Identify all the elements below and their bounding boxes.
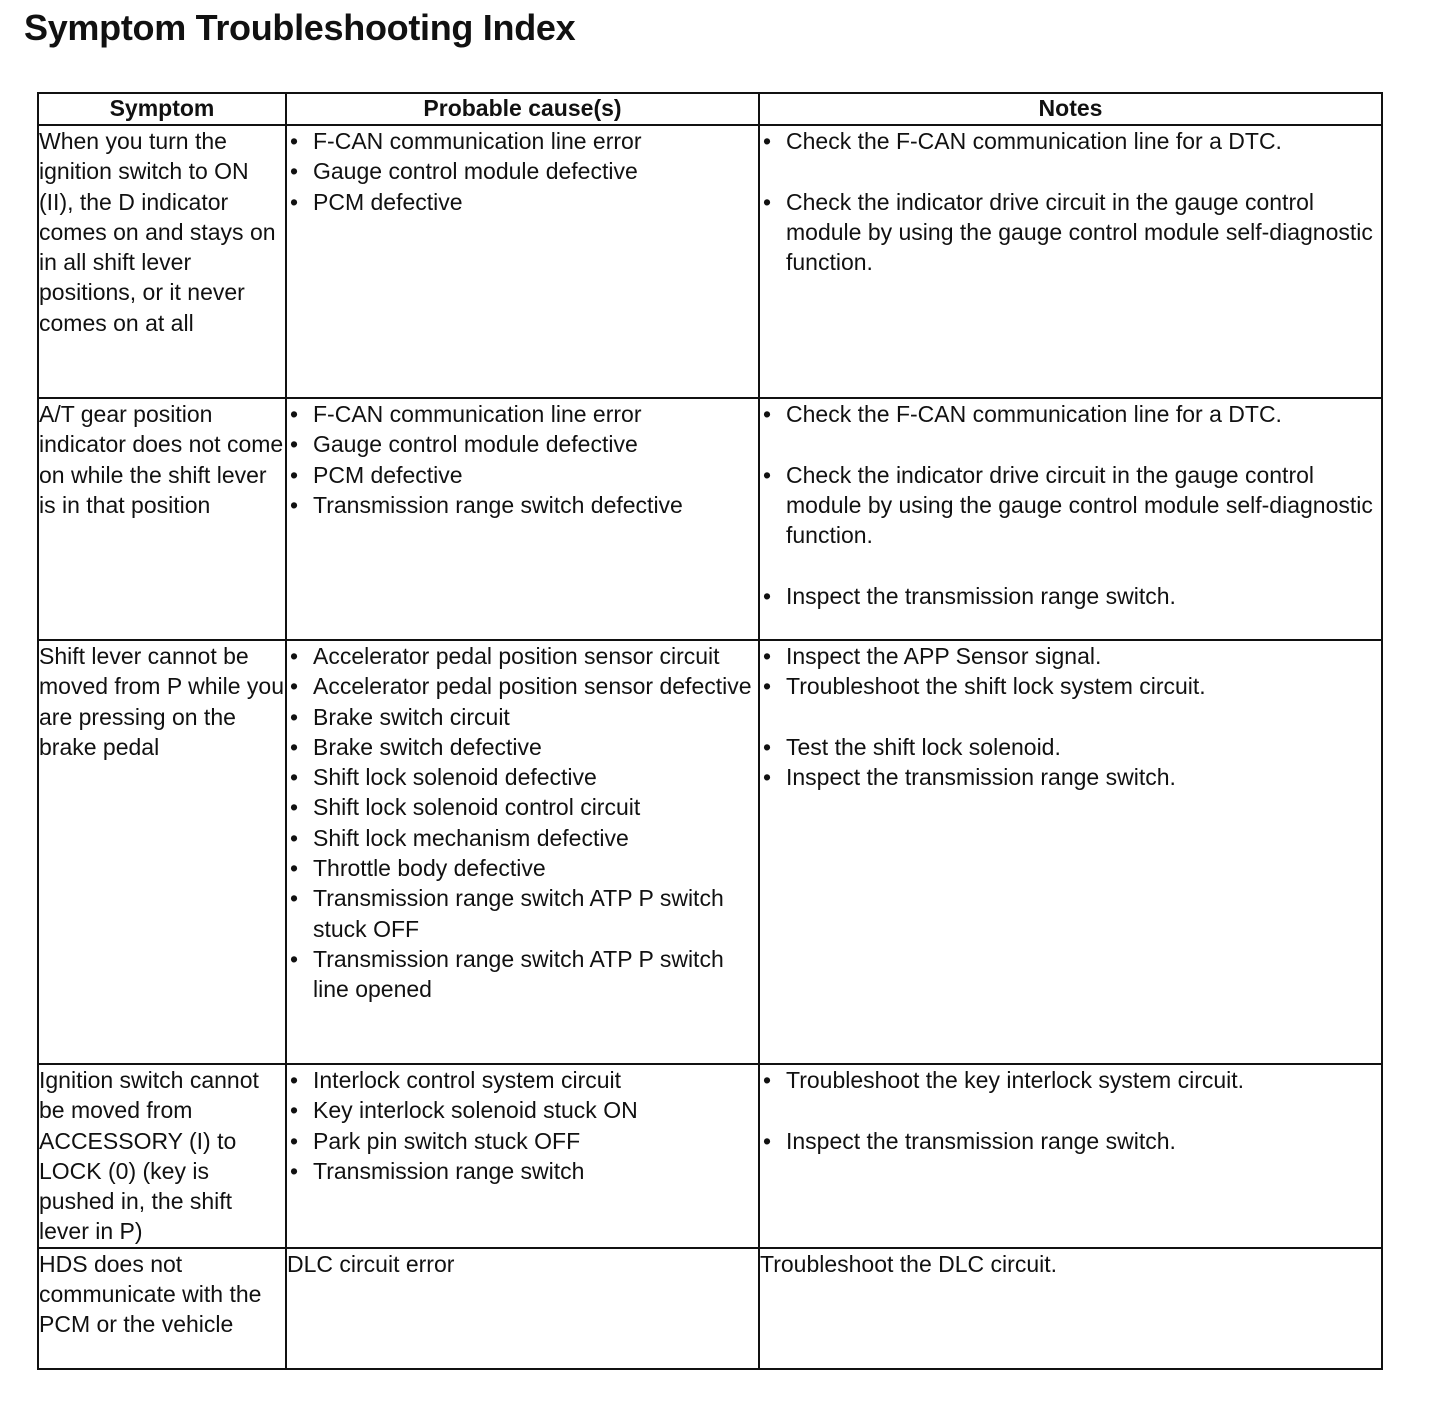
cause-item: • Gauge control module defective <box>287 429 758 459</box>
table-row <box>38 640 1382 1064</box>
notes-list <box>760 399 1381 611</box>
note-item: • Troubleshoot the shift lock system circuit. <box>760 671 1381 701</box>
note-item: • Check the indicator drive circuit in the gauge control module by using the gauge control module self-diagnostic function. <box>760 187 1381 278</box>
note-item: • Check the indicator drive circuit in the gauge control module by using the gauge control module self-diagnostic function. <box>760 460 1381 551</box>
cause-item: • Accelerator pedal position sensor circuit <box>287 641 758 671</box>
symptom-cell: When you turn the ignition switch to ON (II), the D indicator comes on and stays on in all shift lever positions, or it never comes on at all <box>38 125 286 398</box>
note-item: • Inspect the transmission range switch. <box>760 1126 1381 1156</box>
causes-list <box>287 399 758 520</box>
cause-text: DLC circuit error <box>287 1250 455 1277</box>
table-row <box>38 1064 1382 1248</box>
notes-list <box>760 1065 1381 1156</box>
table-row <box>38 1248 1382 1369</box>
causes-cell <box>286 398 759 640</box>
cause-item: • Transmission range switch ATP P switch line opened <box>287 944 758 1005</box>
column-header-notes: Notes <box>759 93 1382 125</box>
notes-cell <box>759 1248 1382 1369</box>
table-header-row <box>38 93 1382 125</box>
cause-item: • Shift lock mechanism defective <box>287 823 758 853</box>
note-item: • Inspect the transmission range switch. <box>760 581 1381 611</box>
notes-cell <box>759 1064 1382 1248</box>
cause-item: • Interlock control system circuit <box>287 1065 758 1095</box>
note-item: • Check the F-CAN communication line for a DTC. <box>760 399 1381 429</box>
note-text: Troubleshoot the DLC circuit. <box>760 1250 1058 1277</box>
note-item: • Check the F-CAN communication line for a DTC. <box>760 126 1381 156</box>
cause-item: • PCM defective <box>287 187 758 217</box>
note-item: • Inspect the APP Sensor signal. <box>760 641 1381 671</box>
cause-item: • Shift lock solenoid defective <box>287 762 758 792</box>
cause-item: • Shift lock solenoid control circuit <box>287 792 758 822</box>
causes-list <box>287 641 758 1005</box>
notes-cell <box>759 398 1382 640</box>
cause-item: • Key interlock solenoid stuck ON <box>287 1095 758 1125</box>
cause-item: • Transmission range switch <box>287 1156 758 1186</box>
symptom-cell: HDS does not communicate with the PCM or the vehicle <box>38 1248 286 1369</box>
cause-item: • Transmission range switch ATP P switch stuck OFF <box>287 883 758 944</box>
cause-item: • Gauge control module defective <box>287 156 758 186</box>
notes-list <box>760 126 1381 277</box>
notes-list <box>760 641 1381 792</box>
table-row <box>38 125 1382 398</box>
causes-cell <box>286 125 759 398</box>
notes-cell <box>759 125 1382 398</box>
cause-item: • PCM defective <box>287 460 758 490</box>
cause-item: • Accelerator pedal position sensor defective <box>287 671 758 701</box>
table-row <box>38 398 1382 640</box>
column-header-symptom: Symptom <box>38 93 286 125</box>
causes-cell <box>286 1064 759 1248</box>
symptom-cell: Shift lever cannot be moved from P while you are pressing on the brake pedal <box>38 640 286 1064</box>
causes-list <box>287 1065 758 1186</box>
troubleshooting-table <box>37 92 1383 1370</box>
cause-item: • Park pin switch stuck OFF <box>287 1126 758 1156</box>
symptom-cell: A/T gear position indicator does not come on while the shift lever is in that position <box>38 398 286 640</box>
cause-item: • Throttle body defective <box>287 853 758 883</box>
causes-cell <box>286 1248 759 1369</box>
cause-item: • F-CAN communication line error <box>287 126 758 156</box>
notes-cell <box>759 640 1382 1064</box>
cause-item: • Brake switch circuit <box>287 702 758 732</box>
cause-item: • Transmission range switch defective <box>287 490 758 520</box>
column-header-causes: Probable cause(s) <box>286 93 759 125</box>
note-item: • Test the shift lock solenoid. <box>760 732 1381 762</box>
note-item: • Troubleshoot the key interlock system circuit. <box>760 1065 1381 1095</box>
causes-cell <box>286 640 759 1064</box>
note-item: • Inspect the transmission range switch. <box>760 762 1381 792</box>
cause-item: • F-CAN communication line error <box>287 399 758 429</box>
page-title: Symptom Troubleshooting Index <box>24 7 576 48</box>
symptom-cell: Ignition switch cannot be moved from ACCESSORY (I) to LOCK (0) (key is pushed in, the shift lever in P) <box>38 1064 286 1248</box>
cause-item: • Brake switch defective <box>287 732 758 762</box>
causes-list <box>287 126 758 217</box>
